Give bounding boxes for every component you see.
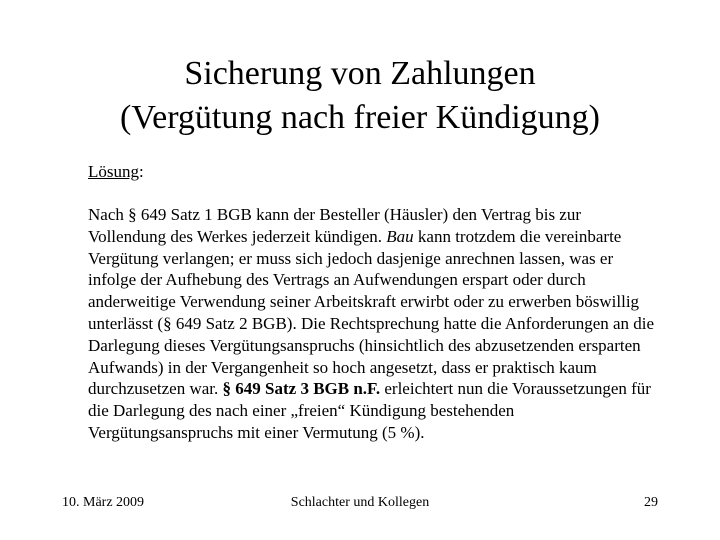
body-text [88, 204, 663, 444]
solution-label-text: Lösung [88, 162, 139, 181]
body-italic-bau: Bau [386, 226, 414, 246]
footer-company: Schlachter und Kollegen [290, 495, 430, 510]
body-part-5: erleichtert nun die Voraussetzungen für die Darlegung des nach einer „freien“ Kündigung bestehenden Vergütungsanspruchs mit einer Vermutung (5 %). [88, 379, 651, 442]
body-bold-reference: § 649 Satz 3 BGB n.F. [222, 379, 381, 399]
title-line-2: (Vergütung nach freier Kündigung) [120, 99, 600, 136]
footer-page-number: 29 [644, 495, 658, 510]
body-part-3: kann trotzdem die vereinbarte Vergütung verlangen; er muss sich jedoch dasjenige anrechnen lassen, was er infolge der Aufhebung des Vertrags an Aufwendungen erspart oder durch anderweitige Verwendung seiner Arbeitskraft erwirbt oder zu erwerben böswillig unterlässt (§ 649 Satz 2 BGB). Die Rechtsprechung hatte die Anforderungen an die Darlegung dieses Vergütungsanspruchs (hinsichtlich des abzusetzenden ersparten Aufwands) in der Vergangenheit so hoch angesetzt, dass er praktisch kaum durchzusetzen war. [88, 226, 655, 399]
title-line-1: Sicherung von Zahlungen [184, 55, 536, 92]
solution-label [88, 161, 144, 183]
solution-label-colon: : [139, 162, 144, 181]
body-part-1: Nach § 649 Satz 1 BGB kann der Besteller (Häusler) den Vertrag bis zur Vollendung des Werkes jederzeit kündigen. [88, 205, 582, 246]
slide-title [60, 52, 660, 140]
footer-date: 10. März 2009 [62, 495, 145, 510]
